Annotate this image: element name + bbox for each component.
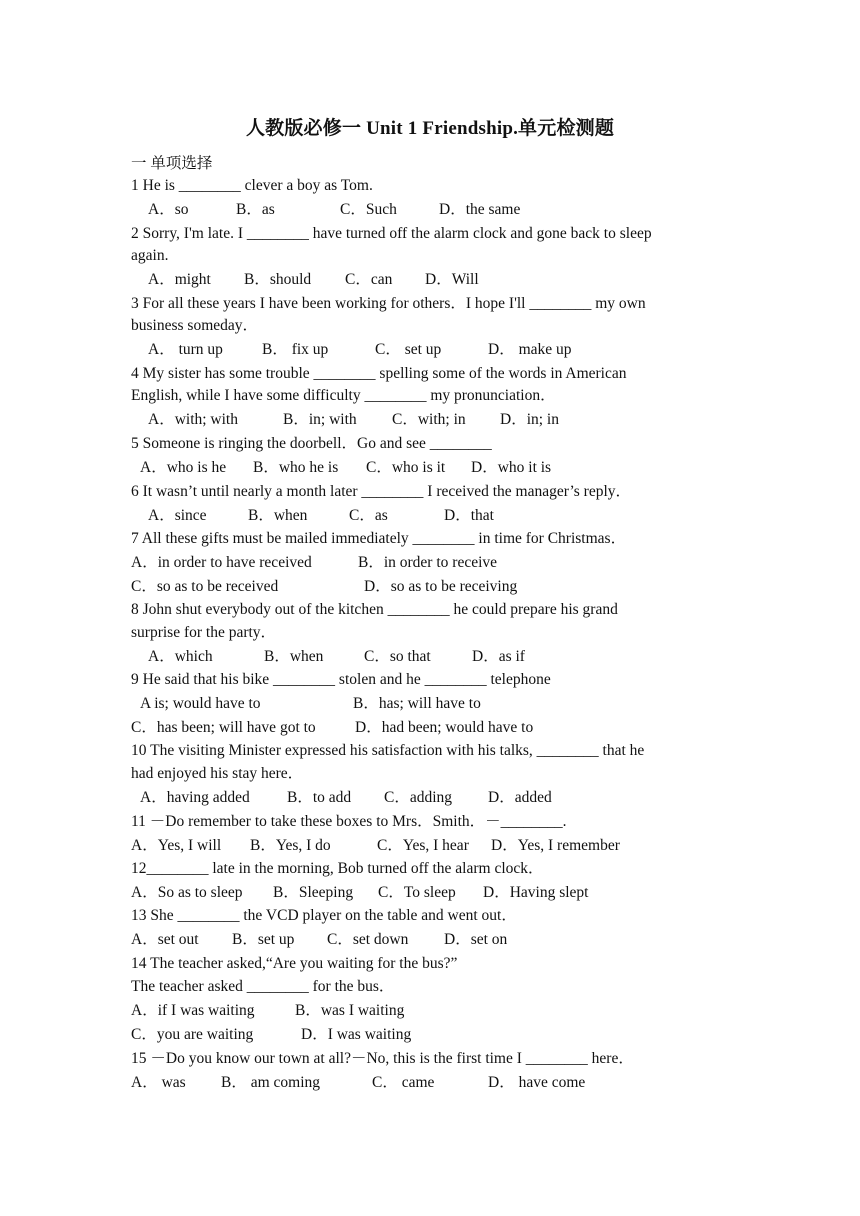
option-a: A．which (148, 648, 213, 665)
question-14-stem: 14 The teacher asked,“Are you waiting for the bus?” (131, 955, 458, 972)
question-8-stem-cont: surprise for the party． (131, 624, 277, 641)
option-b: B．when (264, 648, 324, 665)
option-b: B．in order to receive (358, 554, 498, 571)
question-2-stem: 2 Sorry, I'm late. I ________ have turned off the alarm clock and gone back to sleep (131, 225, 652, 242)
option-c: C．so as to be received (131, 578, 279, 595)
option-a: A．so (148, 201, 189, 218)
option-b: B．when (248, 507, 308, 524)
option-a: A．set out (131, 931, 199, 948)
option-a: A．in order to have received (131, 554, 312, 571)
option-c: C．who is it (366, 459, 446, 476)
option-c: C．so that (364, 648, 431, 665)
question-4-stem-cont: English, while I have some difficulty ________ my pronunciation． (131, 387, 556, 404)
option-c: C．To sleep (378, 884, 456, 901)
question-12-stem: 12________ late in the morning, Bob turned off the alarm clock． (131, 860, 544, 877)
question-11-stem: 11 －Do remember to take these boxes to Mrs．Smith．－________. (131, 813, 567, 830)
section-heading: 一 单项选择 (131, 155, 213, 172)
option-d: D．that (444, 507, 494, 524)
option-b: B．was I waiting (295, 1002, 405, 1019)
question-14-stem-cont: The teacher asked ________ for the bus． (131, 978, 395, 995)
option-a: A．having added (140, 789, 250, 806)
question-10-stem: 10 The visiting Minister expressed his satisfaction with his talks, ________ that he (131, 742, 645, 759)
option-b: B． fix up (262, 341, 329, 358)
option-c: C．with; in (392, 411, 466, 428)
option-d: D．as if (472, 648, 525, 665)
option-d: D． have come (488, 1074, 586, 1091)
option-c: C．as (349, 507, 388, 524)
option-a: A．Yes, I will (131, 837, 222, 854)
question-8-stem: 8 John shut everybody out of the kitchen ________ he could prepare his grand (131, 601, 618, 618)
option-b: B． am coming (221, 1074, 321, 1091)
option-a: A．if I was waiting (131, 1002, 255, 1019)
option-d: D．in; in (500, 411, 559, 428)
option-a: A．who is he (140, 459, 227, 476)
option-c: C． came (372, 1074, 435, 1091)
option-a: A．with; with (148, 411, 238, 428)
option-b: B．Yes, I do (250, 837, 331, 854)
question-9-stem: 9 He said that his bike ________ stolen and he ________ telephone (131, 671, 551, 688)
option-d: D．who it is (471, 459, 552, 476)
question-3-stem-cont: business someday． (131, 317, 259, 334)
option-d: D．had been; would have to (355, 719, 534, 736)
option-d: D．I was waiting (301, 1026, 412, 1043)
option-d: D．Yes, I remember (491, 837, 620, 854)
option-a: A is; would have to (140, 695, 261, 712)
question-1-stem: 1 He is ________ clever a boy as Tom. (131, 177, 373, 194)
question-2-stem-cont: again. (131, 247, 169, 264)
question-5-stem: 5 Someone is ringing the doorbell．Go and see ________ (131, 435, 492, 452)
option-b: B．has; will have to (353, 695, 481, 712)
option-a: A．So as to sleep (131, 884, 243, 901)
option-d: D．so as to be receiving (364, 578, 518, 595)
option-d: D．Will (425, 271, 479, 288)
option-a: A．might (148, 271, 211, 288)
option-d: D．Having slept (483, 884, 589, 901)
option-b: B．as (236, 201, 275, 218)
option-d: D． make up (488, 341, 572, 358)
option-c: C． set up (375, 341, 442, 358)
option-b: B．set up (232, 931, 295, 948)
question-7-stem: 7 All these gifts must be mailed immediately ________ in time for Christmas． (131, 530, 627, 547)
option-c: C．set down (327, 931, 409, 948)
question-13-stem: 13 She ________ the VCD player on the table and went out． (131, 907, 517, 924)
option-c: C．adding (384, 789, 453, 806)
option-a: A． turn up (148, 341, 223, 358)
question-6-stem: 6 It wasn’t until nearly a month later ________ I received the manager’s reply． (131, 483, 632, 500)
page-title: 人教版必修一 Unit 1 Friendship.单元检测题 (245, 118, 615, 139)
question-15-stem: 15 －Do you know our town at all?－No, this is the first time I ________ here． (131, 1050, 634, 1067)
question-10-stem-cont: had enjoyed his stay here． (131, 765, 304, 782)
option-a: A．since (148, 507, 207, 524)
option-b: B．Sleeping (273, 884, 354, 901)
option-c: C．you are waiting (131, 1026, 254, 1043)
option-a: A． was (131, 1074, 186, 1091)
question-4-stem: 4 My sister has some trouble ________ spelling some of the words in American (131, 365, 627, 382)
option-b: B．should (244, 271, 312, 288)
option-c: C．Yes, I hear (377, 837, 469, 854)
question-3-stem: 3 For all these years I have been working for others．I hope I'll ________ my own (131, 295, 646, 312)
option-c: C．can (345, 271, 393, 288)
option-b: B．who he is (253, 459, 339, 476)
option-d: D．set on (444, 931, 508, 948)
option-b: B．to add (287, 789, 352, 806)
option-b: B．in; with (283, 411, 357, 428)
option-c: C．has been; will have got to (131, 719, 316, 736)
option-d: D．the same (439, 201, 521, 218)
option-d: D．added (488, 789, 552, 806)
option-c: C．Such (340, 201, 397, 218)
